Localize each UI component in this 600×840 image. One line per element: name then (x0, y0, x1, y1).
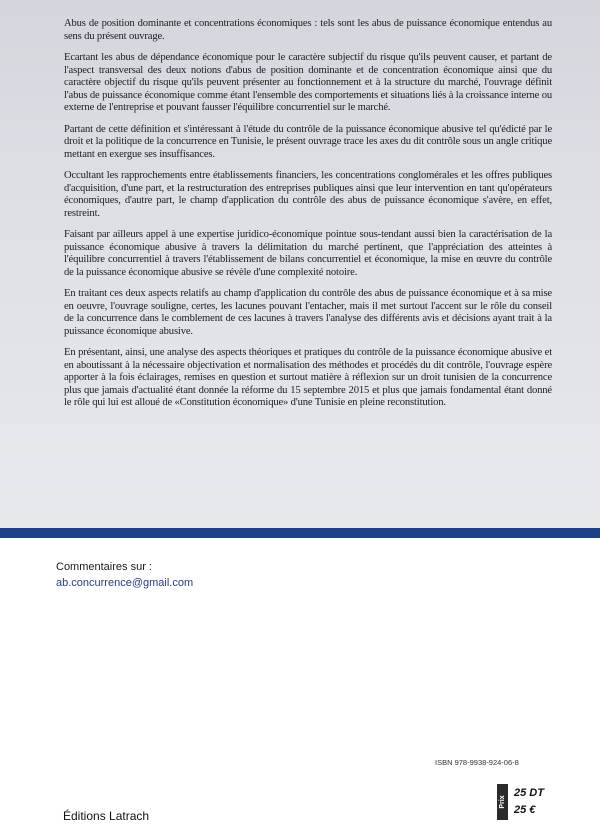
price-label: Prix (499, 795, 506, 809)
summary-paragraph-7: En présentant, ainsi, une analyse des aspects théoriques et pratiques du contrôle de la puissance économique abusive et en aboutissant à la nécessaire objectivation et normalisation des méthodes et procédés du dit contrôle, l'ouvrage espère apporter à la fois éclairages, remises en question et surtout matière à réflexion sur un droit tunisien de la concurrence plus que jamais d'actualité étant donnée la réforme du 15 septembre 2015 et plus que jamais fondamental étant donné le rôle qui lui est alloué de «Constitution économique» d'une Tunisie en pleine reconstitution. (64, 347, 552, 408)
summary-paragraph-1: Abus de position dominante et concentrations économiques : tels sont les abus de puissance économique entendus au sens du présent ouvrage. (64, 18, 552, 42)
summary-text (64, 18, 552, 419)
summary-paragraph-2: Ecartant les abus de dépendance économique pour le caractère subjectif du risque qu'ils peuvent causer, et partant de l'aspect transversal des deux notions d'abus de position dominante et de concentration économique ainsi que du caractère objectif du risque qu'ils peuvent présenter au fonctionnement et à la structure du marché, l'ouvrage définit l'abus de puissance économique comme étant l'ensemble des comportements et situations liés à la croissance interne ou externe de l'entreprise et pouvant fausser l'équilibre concurrentiel sur le marché. (64, 52, 552, 113)
summary-paragraph-5: Faisant par ailleurs appel à une expertise juridico-économique pointue sous-tendant aussi bien la caractérisation de la puissance économique abusive à travers la délimitation du marché pertinent, que l'appréciation des atteintes à l'équilibre concurrentiel à travers l'établissement de bilans concurrentiel et économique, la mise en œuvre du contrôle de la puissance économique abusive se révèle d'une complexité notoire. (64, 229, 552, 278)
summary-paragraph-4: Occultant les rapprochements entre établissements financiers, les concentrations conglomérales et les offres publiques d'acquisition, d'une part, et la restructuration des entreprises publiques ainsi que leur intervention en tant qu'opérateurs économiques, d'autre part, le champ d'application du contrôle des abus de puissance économique s'avère, en effet, restreint. (64, 170, 552, 219)
publisher-name: Éditions Latrach (63, 809, 150, 823)
summary-paragraph-6: En traitant ces deux aspects relatifs au champ d'application du contrôle des abus de puissance économique et à sa mise en oeuvre, l'ouvrage souligne, certes, les lacunes pouvant l'entacher, mais il met surtout l'accent sur le rôle du conseil de la concurrence dans le comblement de ces lacunes à travers l'analyse des différents avis et décisions ayant trait à la puissance économique abusive. (64, 288, 552, 337)
comments-email-link[interactable]: ab.concurrence@gmail.com (56, 577, 194, 589)
comments-label: Commentaires sur : (56, 561, 152, 573)
isbn-number: ISBN 978-9938-924-06-8 (435, 758, 519, 767)
price-dinar: 25 DT (514, 787, 544, 799)
accent-divider (0, 528, 600, 538)
summary-paragraph-3: Partant de cette définition et s'intéressant à l'étude du contrôle de la puissance économique abusive tel qu'édicté par le droit et la politique de la concurrence en Tunisie, le présent ouvrage trace les axes du dit contrôle sous un angle critique mettant en exergue ses insuffisances. (64, 123, 552, 160)
price-euro: 25 € (514, 804, 536, 816)
